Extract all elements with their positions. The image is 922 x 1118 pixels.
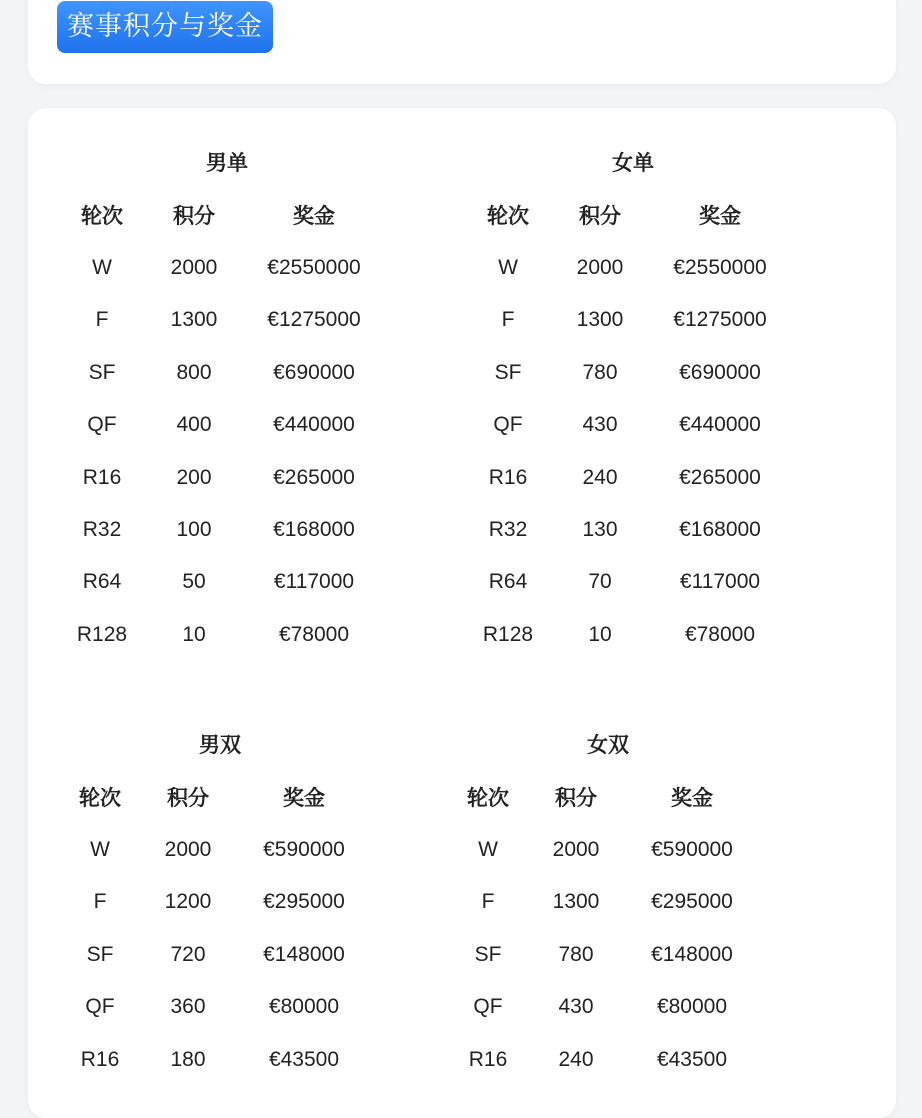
cell-round: F: [93, 890, 107, 914]
cell-round: QF: [85, 995, 115, 1019]
cell-round: R64: [488, 570, 528, 594]
cell-points: 780: [558, 942, 594, 966]
cell-prize: €440000: [273, 413, 355, 437]
cell-prize: €590000: [263, 838, 345, 861]
cell-round: W: [498, 256, 518, 279]
cell-prize: €265000: [679, 465, 761, 489]
cell-points: 720: [170, 942, 206, 966]
cell-prize: €295000: [263, 890, 345, 914]
cell-round: SF: [474, 942, 502, 966]
table-row: [468, 305, 798, 335]
cell-round: QF: [473, 995, 503, 1019]
header-round: 轮次: [467, 786, 509, 810]
table-row: [62, 463, 392, 493]
cell-prize: €265000: [273, 465, 355, 489]
cell-prize: €1275000: [267, 308, 361, 332]
cell-points: 240: [558, 1047, 594, 1071]
cell-prize: €43500: [268, 1047, 340, 1071]
cell-points: 1300: [576, 308, 624, 332]
header-prize: 奖金: [293, 204, 335, 228]
cell-round: R16: [82, 465, 122, 489]
table-row: [468, 358, 798, 388]
cell-prize: €295000: [651, 890, 733, 914]
table-row: [468, 410, 798, 440]
table-row: [448, 992, 768, 1022]
cell-prize: €440000: [679, 413, 761, 437]
cell-points: 360: [170, 995, 206, 1019]
cell-round: R64: [82, 570, 122, 594]
header-round: 轮次: [81, 204, 123, 228]
table-heading: 男双: [199, 733, 241, 757]
header-prize: 奖金: [283, 786, 325, 810]
cell-prize: €117000: [273, 570, 355, 594]
cell-prize: €168000: [273, 518, 355, 541]
cell-prize: €148000: [263, 942, 345, 966]
cell-round: R16: [488, 465, 528, 489]
table-row: [468, 515, 798, 545]
cell-round: SF: [494, 360, 522, 384]
cell-prize: €690000: [273, 360, 355, 384]
table-row: [62, 358, 392, 388]
table-row: [468, 463, 798, 493]
table-row: [60, 835, 380, 865]
cell-points: 50: [182, 570, 206, 594]
table-row: [60, 992, 380, 1022]
table-heading: 男单: [206, 151, 248, 175]
table-row: [60, 940, 380, 970]
cell-round: F: [481, 890, 495, 914]
cell-round: QF: [493, 413, 523, 437]
cell-round: F: [95, 308, 109, 332]
cell-round: W: [90, 838, 110, 861]
table-row: [62, 620, 392, 650]
cell-round: F: [501, 308, 515, 332]
table-row: [448, 1045, 768, 1075]
header-points: 积分: [167, 786, 209, 810]
table-heading: 女单: [612, 151, 654, 175]
cell-points: 130: [582, 518, 618, 541]
table-row: [448, 835, 768, 865]
table-row: [468, 567, 798, 597]
cell-prize: €2550000: [673, 256, 767, 279]
cell-round: R32: [488, 518, 528, 541]
cell-points: 2000: [164, 838, 212, 861]
table-row: [468, 253, 798, 283]
cell-prize: €78000: [278, 622, 350, 646]
table-row: [62, 305, 392, 335]
cell-prize: €117000: [679, 570, 761, 594]
cell-points: 10: [588, 622, 612, 646]
cell-points: 1300: [552, 890, 600, 914]
cell-points: 200: [176, 465, 212, 489]
cell-points: 1200: [164, 890, 212, 914]
cell-round: SF: [88, 360, 116, 384]
cell-points: 430: [558, 995, 594, 1019]
table-header-row: [60, 783, 380, 813]
cell-points: 2000: [170, 256, 218, 279]
table-row: [448, 887, 768, 917]
cell-points: 800: [176, 360, 212, 384]
cell-round: R128: [482, 622, 534, 646]
cell-points: 430: [582, 413, 618, 437]
header-points: 积分: [579, 204, 621, 228]
table-header-row: [62, 201, 392, 231]
cell-points: 400: [176, 413, 212, 437]
header-points: 积分: [555, 786, 597, 810]
cell-round: R32: [82, 518, 122, 541]
cell-points: 2000: [576, 256, 624, 279]
cell-prize: €1275000: [673, 308, 767, 332]
cell-prize: €2550000: [267, 256, 361, 279]
cell-round: W: [478, 838, 498, 861]
cell-points: 2000: [552, 838, 600, 861]
cell-points: 240: [582, 465, 618, 489]
cell-prize: €690000: [679, 360, 761, 384]
cell-points: 100: [176, 518, 212, 541]
table-row: [60, 1045, 380, 1075]
cell-round: R128: [76, 622, 128, 646]
page-title: 赛事积分与奖金: [57, 1, 273, 53]
cell-round: QF: [87, 413, 117, 437]
table-row: [60, 887, 380, 917]
cell-points: 780: [582, 360, 618, 384]
table-header-row: [448, 783, 768, 813]
cell-prize: €80000: [656, 995, 728, 1019]
table-heading: 女双: [587, 733, 629, 757]
header-prize: 奖金: [699, 204, 741, 228]
cell-prize: €148000: [651, 942, 733, 966]
cell-points: 10: [182, 622, 206, 646]
table-row: [62, 515, 392, 545]
header-round: 轮次: [487, 204, 529, 228]
cell-points: 70: [588, 570, 612, 594]
header-points: 积分: [173, 204, 215, 228]
cell-points: 1300: [170, 308, 218, 332]
cell-round: SF: [86, 942, 114, 966]
cell-points: 180: [170, 1047, 206, 1071]
cell-prize: €80000: [268, 995, 340, 1019]
table-row: [62, 567, 392, 597]
cell-prize: €43500: [656, 1047, 728, 1071]
table-row: [468, 620, 798, 650]
cell-round: R16: [80, 1047, 120, 1071]
header-round: 轮次: [79, 786, 121, 810]
cell-round: W: [92, 256, 112, 279]
table-row: [62, 410, 392, 440]
table-row: [62, 253, 392, 283]
cell-prize: €590000: [651, 838, 733, 861]
cell-prize: €168000: [679, 518, 761, 541]
cell-round: R16: [468, 1047, 508, 1071]
header-prize: 奖金: [671, 786, 713, 810]
table-header-row: [468, 201, 798, 231]
table-row: [448, 940, 768, 970]
cell-prize: €78000: [684, 622, 756, 646]
